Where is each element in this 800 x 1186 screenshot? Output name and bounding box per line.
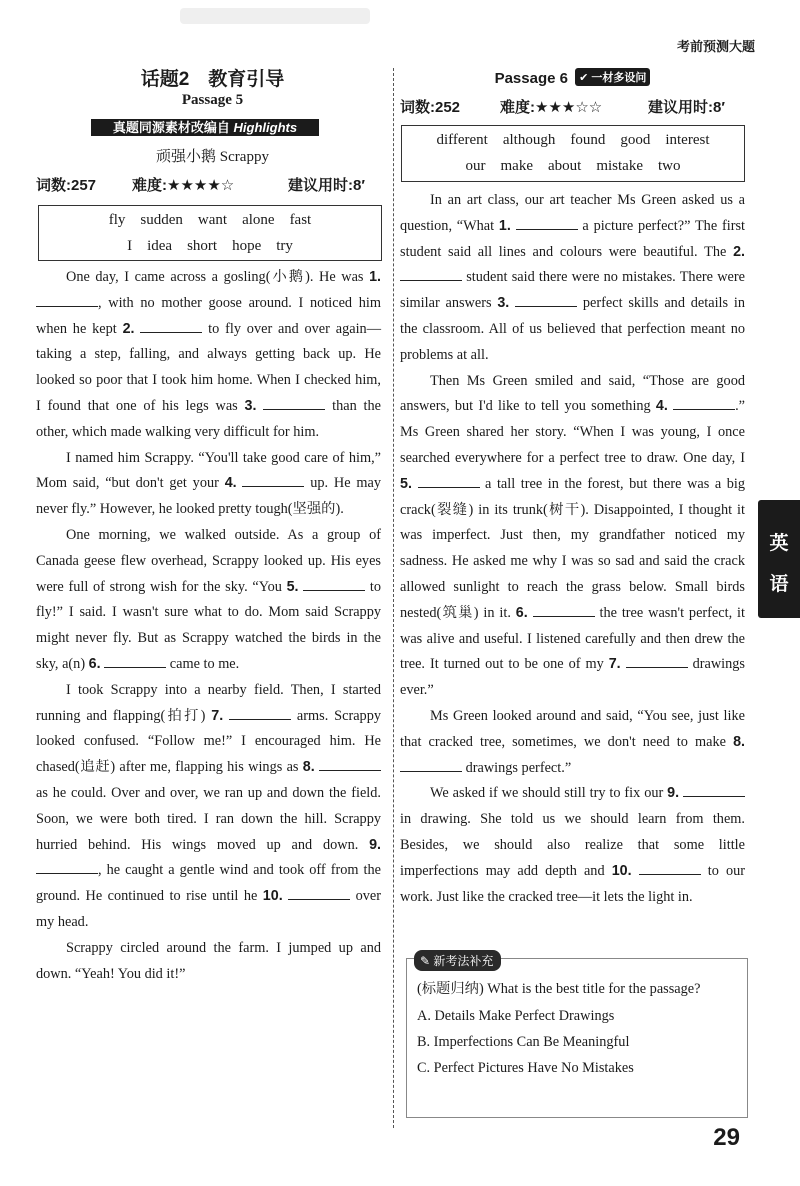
side-tab-char1: 英 xyxy=(769,533,789,554)
paragraph-text: in drawing. She told us we should learn from them. Besides, we should also realize that some little imperfections may add depth and xyxy=(400,811,745,879)
paragraph-text: the tree wasn't perfect, it was alive and useful. I listened carefully and then drew the tree. It turned out to be one of my xyxy=(400,604,745,673)
answer-blank[interactable] xyxy=(515,294,577,307)
paragraph-text: arms. Scrappy looked confused. “Follow me!” I encouraged him. He chased(追赶) after me, flapping his wings as xyxy=(36,707,381,776)
answer-blank[interactable] xyxy=(242,474,304,487)
p5-suggested-time: 建议用时:8′ xyxy=(288,177,365,194)
paragraph-text: than the other, which made walking very difficult for him. xyxy=(36,397,381,440)
page-number: 29 xyxy=(713,1124,740,1151)
answer-blank[interactable] xyxy=(229,707,291,720)
answer-blank[interactable] xyxy=(319,758,381,771)
answer-blank[interactable] xyxy=(140,320,202,333)
answer-blank[interactable] xyxy=(533,604,595,617)
passage-5-title: Passage 5 xyxy=(181,92,244,108)
paragraph-text: perfect skills and details in the classroom. All of us believed that perfection meant no problems at all. xyxy=(400,295,745,363)
blank-number: 9. xyxy=(369,836,381,853)
blank-number: 4. xyxy=(655,398,668,415)
paragraph-text: One day, I came across a gosling(小鹅). He was xyxy=(66,269,370,285)
paragraph-text: to fly!” I said. I wasn't sure what to do. Mom said Scrappy might never fly. But as Scrappy watched the birds in the sky, a(n) xyxy=(36,578,382,672)
p6-word-bank-row2: our make about mistake two xyxy=(465,158,681,174)
paragraph-text: Then Ms Green smiled and said, “Those are good answers, but I'd like to tell you something xyxy=(400,372,745,415)
answer-blank[interactable] xyxy=(104,655,166,668)
p5-word-bank-row2: I idea short hope try xyxy=(127,238,293,254)
extra-option-b[interactable]: B. Imperfections Can Be Meaningful xyxy=(417,1034,630,1050)
answer-blank[interactable] xyxy=(516,217,578,230)
header-right-label: 考前预测大题 xyxy=(676,39,755,54)
paragraph-text: , with no mother goose around. I noticed him when he kept xyxy=(36,294,381,337)
p6-word-bank xyxy=(401,125,745,182)
paragraph xyxy=(400,781,745,910)
blank-number: 1. xyxy=(498,217,511,234)
passage-6-header xyxy=(400,68,745,87)
p5-body xyxy=(36,265,381,987)
p6-difficulty: 难度:★★★☆☆ xyxy=(500,99,603,116)
blank-number: 9. xyxy=(667,785,680,802)
answer-blank[interactable] xyxy=(263,397,325,410)
blank-number: 4. xyxy=(224,475,237,492)
subject-side-tab xyxy=(758,500,800,618)
answer-blank[interactable] xyxy=(626,655,688,668)
paragraph-text: , he caught a gentle wind and took off from the ground. He continued to rise until he xyxy=(36,862,381,905)
paragraph-text: I took Scrappy into a nearby field. Then, I started running and flapping(拍打) xyxy=(36,681,381,724)
p6-suggested-time: 建议用时:8′ xyxy=(648,99,725,116)
blank-number: 10. xyxy=(262,888,283,905)
paragraph-text: In an art class, our art teacher Ms Green asked us a question, “What xyxy=(400,192,745,234)
blank-number: 3. xyxy=(244,397,257,414)
extra-question-box xyxy=(406,958,748,1118)
topic-title: 话题2 教育引导 xyxy=(140,69,285,90)
blank-number: 7. xyxy=(608,656,621,673)
paragraph xyxy=(36,523,381,678)
paragraph-text: drawings perfect.” xyxy=(462,759,572,776)
paragraph-text: One morning, we walked outside. As a group of Canada geese flew overhead, Scrappy looked up. His eyes were full of strong wish for the sky. “You xyxy=(36,526,381,595)
answer-blank[interactable] xyxy=(36,861,98,874)
answer-blank[interactable] xyxy=(673,397,735,410)
paragraph xyxy=(400,188,745,369)
paragraph-text: to our work. Just like the cracked tree—it lets the light in. xyxy=(400,862,746,905)
blank-number: 2. xyxy=(122,320,135,337)
p6-word-count: 词数:252 xyxy=(400,99,461,116)
paragraph-text: student said there were no mistakes. There were similar answers xyxy=(400,269,745,312)
blank-number: 5. xyxy=(286,578,299,595)
extra-question xyxy=(417,977,737,1001)
paragraph xyxy=(400,704,745,781)
paragraph xyxy=(400,369,745,704)
answer-blank[interactable] xyxy=(400,759,462,772)
paragraph-text: over my head. xyxy=(36,888,382,930)
answer-blank[interactable] xyxy=(639,862,701,875)
paragraph xyxy=(36,678,381,936)
blank-number: 8. xyxy=(302,759,315,776)
paragraph xyxy=(36,936,381,988)
extra-label xyxy=(414,950,501,971)
extra-label-text: 新考法补充 xyxy=(433,954,494,968)
passage-6-tag xyxy=(575,68,650,86)
paragraph-text: Scrappy circled around the farm. I jumped up and down. “Yeah! You did it!” xyxy=(36,939,381,982)
header-decor-band xyxy=(180,8,370,24)
side-tab-char2: 语 xyxy=(769,574,789,595)
blank-number: 3. xyxy=(497,295,510,312)
extra-option-a[interactable]: A. Details Make Perfect Drawings xyxy=(417,1008,615,1024)
p5-word-bank xyxy=(38,205,382,261)
paragraph-text: I named him Scrappy. “You'll take good care of him,” Mom said, “but don't get your xyxy=(36,449,381,492)
passage-6-tag-text: 一材多设问 xyxy=(591,72,647,84)
source-banner-italic: Highlights xyxy=(233,120,298,135)
header xyxy=(0,0,800,54)
blank-number: 10. xyxy=(611,862,632,879)
new-icon: ✎ xyxy=(420,954,431,968)
answer-blank[interactable] xyxy=(400,268,462,281)
paragraph xyxy=(36,446,381,523)
paragraph-text: drawings ever.” xyxy=(400,656,745,699)
paragraph-text: Ms Green looked around and said, “You see, just like that cracked tree, sometimes, we don't need to make xyxy=(400,707,745,750)
answer-blank[interactable] xyxy=(288,887,350,900)
p5-word-bank-row1: fly sudden want alone fast xyxy=(108,212,312,228)
p6-word-bank-row1: different although found good interest xyxy=(436,132,710,148)
blank-number: 6. xyxy=(88,655,101,672)
blank-number: 8. xyxy=(733,733,745,750)
paragraph-text: a tall tree in the forest, but there was a big crack(裂缝) in its trunk(树干). Disappointed, I thought it was imperfect. Just then, my grandfather noticed my sadness. He asked me why I was so sad and said the crack allowed sunlight to reach the grass below. Small birds nested(筑巢) in it. xyxy=(400,475,745,621)
blank-number: 1. xyxy=(369,269,381,285)
answer-blank[interactable] xyxy=(36,294,98,307)
blank-number: 5. xyxy=(400,475,412,492)
extra-question-text: (标题归纳) What is the best title for the passage? xyxy=(417,981,701,997)
extra-options xyxy=(417,1003,737,1081)
passage-5-subtitle: 顽强小鹅 Scrappy xyxy=(156,149,269,165)
answer-blank[interactable] xyxy=(683,784,745,797)
answer-blank[interactable] xyxy=(418,475,480,488)
paragraph-text: a picture perfect?” The first student said all lines and colours were beautiful. The xyxy=(400,217,745,260)
extra-option-c[interactable]: C. Perfect Pictures Have No Mistakes xyxy=(417,1060,634,1076)
column-divider xyxy=(393,68,394,1128)
check-icon: ✔ xyxy=(579,72,589,84)
paragraph-text: up. He may never fly.” However, he looked pretty tough(坚强的). xyxy=(36,475,382,518)
paragraph xyxy=(36,265,381,446)
p5-word-count: 词数:257 xyxy=(36,177,97,194)
paragraph-text: as he could. Over and over, we ran up and down the field. Soon, we were both tired. I ran down the hill. Scrappy hurried behind. His wings moved up and down. xyxy=(36,784,381,853)
paragraph-text: We asked if we should still try to fix our xyxy=(430,785,668,802)
source-banner xyxy=(91,119,319,136)
p6-body xyxy=(400,188,745,910)
answer-blank[interactable] xyxy=(303,578,365,591)
paragraph-text: came to me. xyxy=(166,655,240,672)
blank-number: 7. xyxy=(211,707,224,724)
p5-difficulty: 难度:★★★★☆ xyxy=(132,177,235,194)
blank-number: 6. xyxy=(515,604,528,621)
blank-number: 2. xyxy=(733,243,745,260)
source-banner-text: 真题同源素材改编自 xyxy=(112,120,230,135)
paragraph-text: to fly over and over again—taking a step, falling, and always getting back up. He looked so poor that I took him home. When I checked him, I found that one of his legs was xyxy=(36,320,381,414)
passage-6-title: Passage 6 xyxy=(494,70,568,87)
paragraph-text: .” Ms Green shared her story. “When I was young, I once searched everywhere for a perfect tree to draw. One day, I xyxy=(400,398,745,466)
